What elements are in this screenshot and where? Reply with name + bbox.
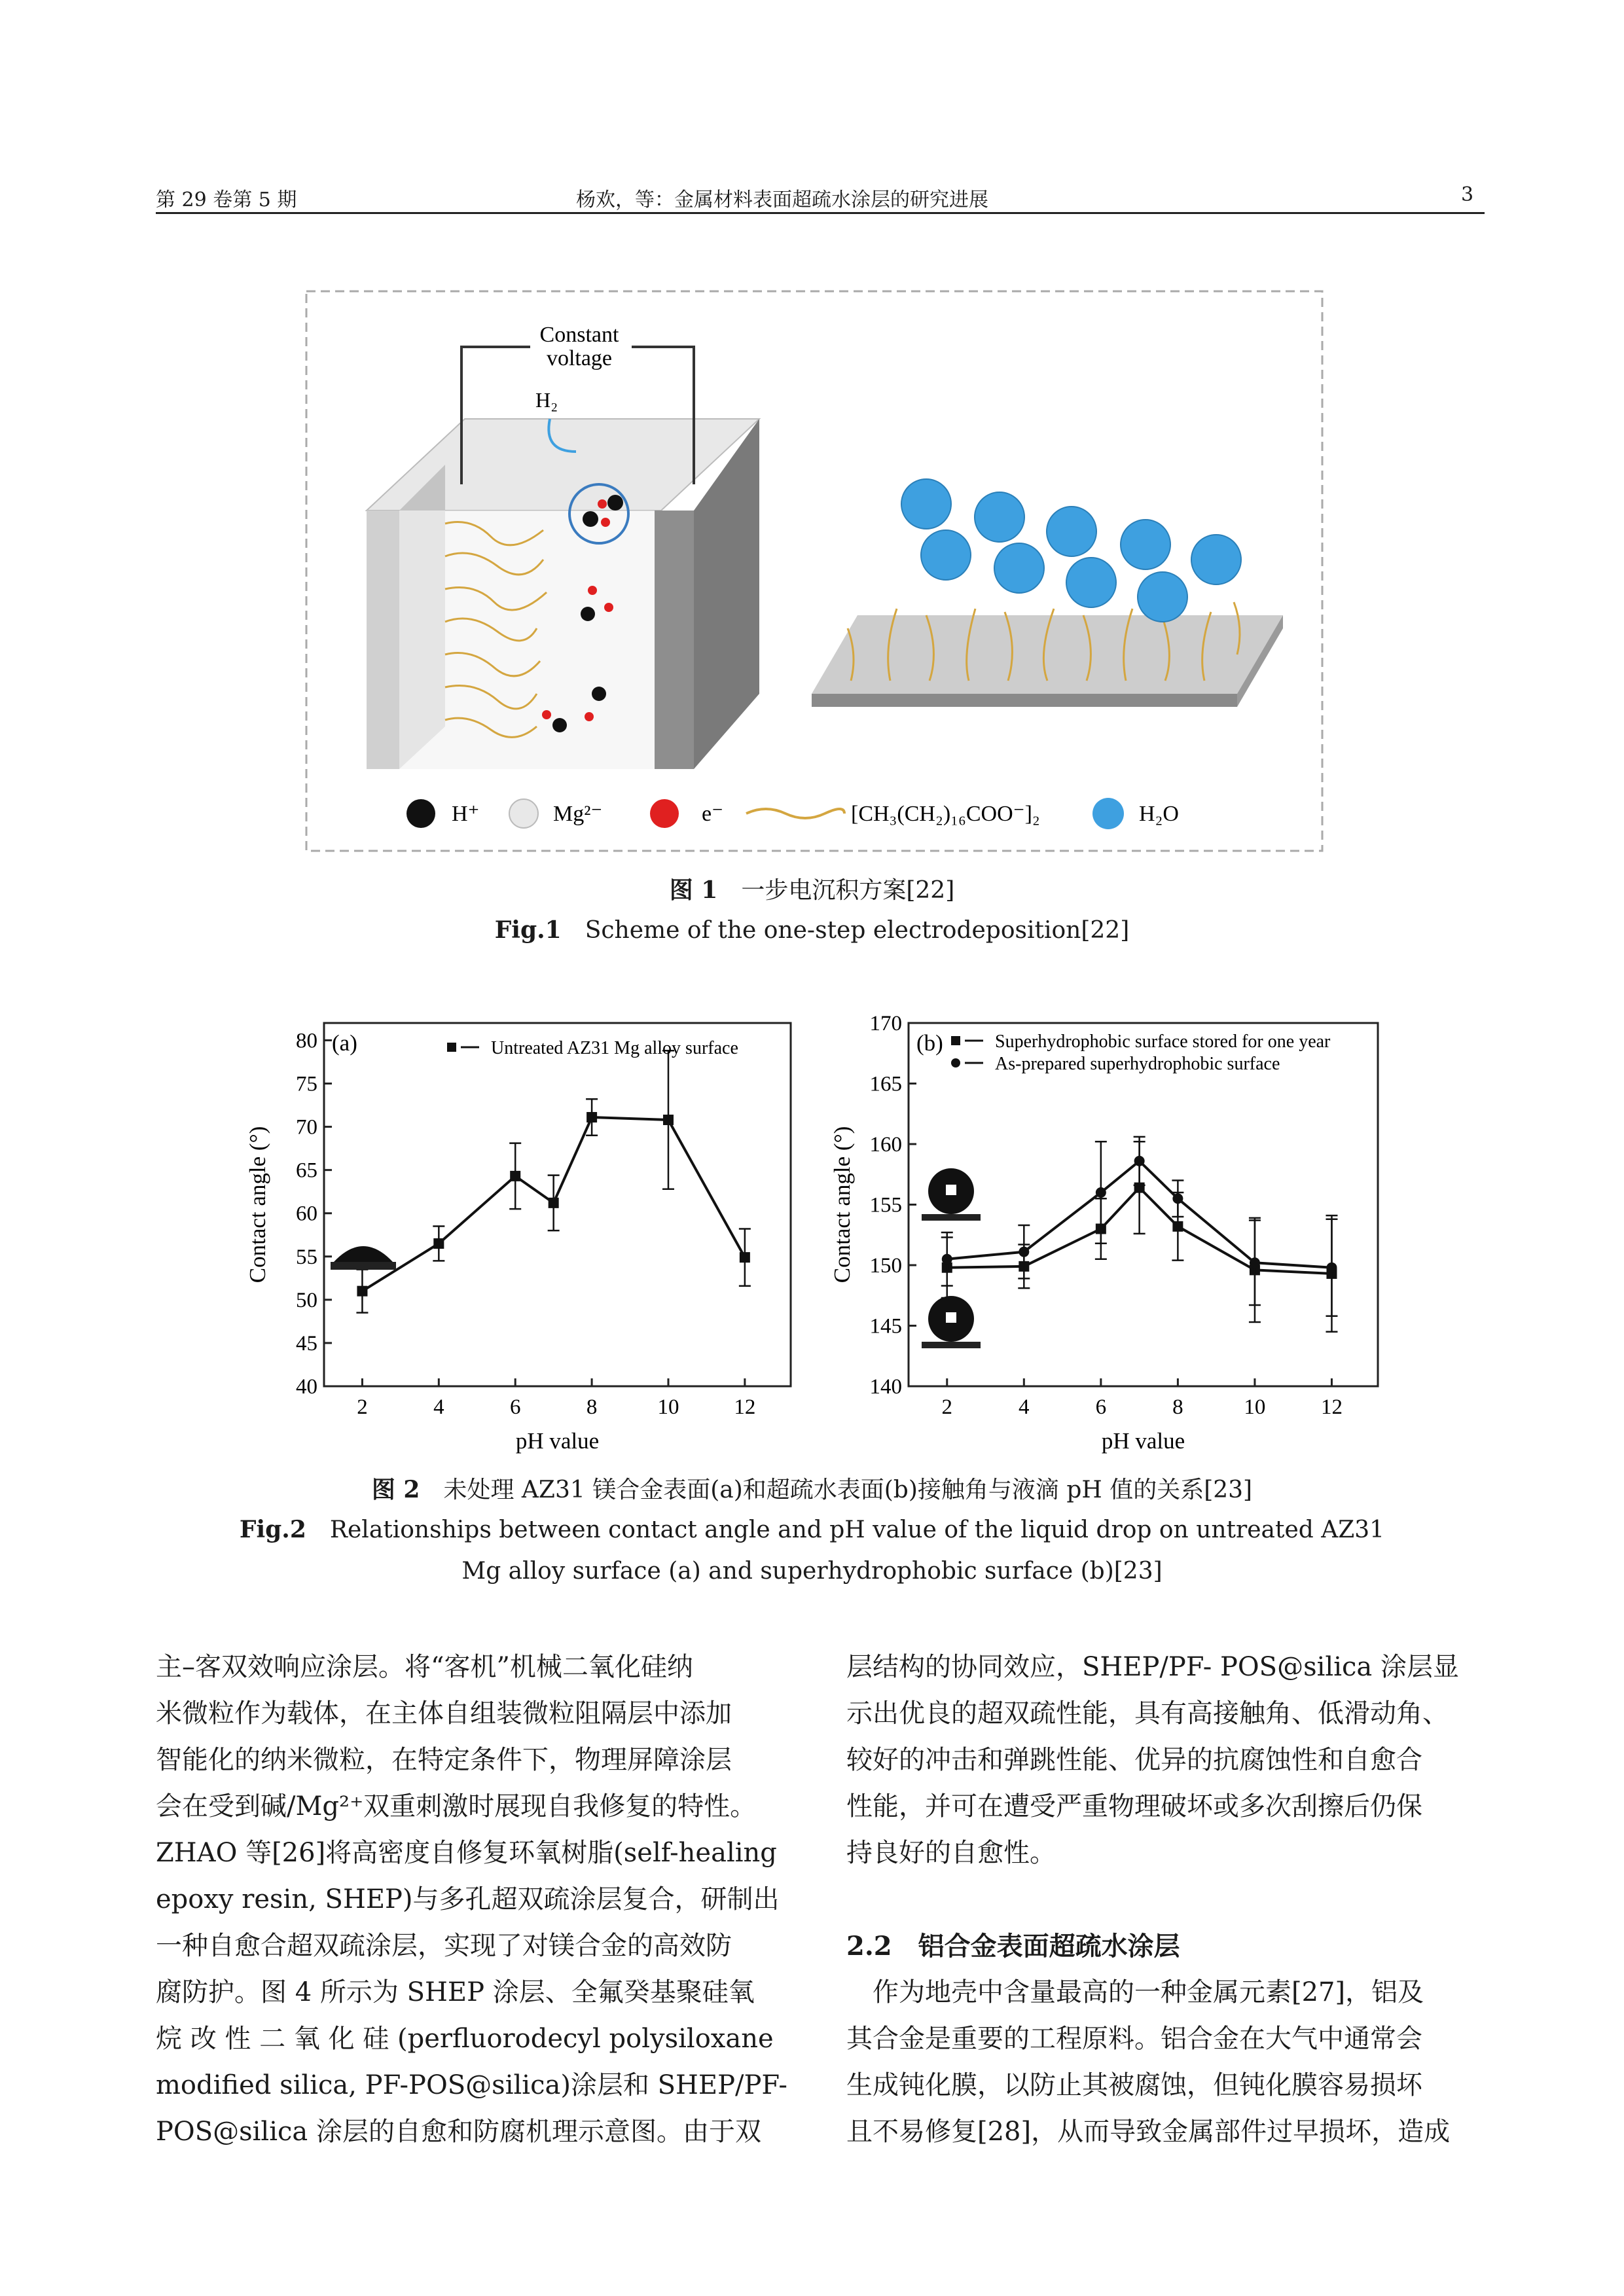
- legend-chain: [CH₃(CH₂)₁₆COO⁻]₂: [851, 802, 1040, 826]
- running-title: 杨欢，等：金属材料表面超疏水涂层的研究进展: [576, 188, 988, 211]
- body-left-column: [156, 1644, 787, 2155]
- x-tick-label: 8: [586, 1395, 598, 1419]
- voltage-label: voltage: [546, 346, 613, 370]
- x-tick-label: 4: [1019, 1395, 1030, 1419]
- x-tick-label: 8: [1172, 1395, 1183, 1419]
- data-point: [942, 1254, 952, 1265]
- y-tick-label: 155: [869, 1193, 902, 1217]
- figure2-caption-en-label: Fig.2: [239, 1516, 306, 1543]
- legend-text: As-prepared superhydrophobic surface: [995, 1054, 1280, 1074]
- body-line: 腐防护。图 4 所示为 SHEP 涂层、全氟癸基聚硅氧: [156, 1977, 755, 2007]
- blank-line: [846, 1876, 1478, 1923]
- body-line: ZHAO 等[26]将高密度自修复环氧树脂(self-healing: [156, 1838, 777, 1868]
- y-tick-label: 60: [296, 1202, 317, 1226]
- x-axis-label: pH value: [515, 1428, 600, 1454]
- x-tick-label: 6: [509, 1395, 521, 1419]
- section-heading: 2.2 铝合金表面超疏水涂层: [846, 1931, 1180, 1962]
- y-tick-label: 70: [296, 1115, 317, 1139]
- legend-marker: [951, 1036, 960, 1045]
- y-tick-label: 50: [296, 1288, 317, 1312]
- legend-text: Superhydrophobic surface stored for one year: [995, 1031, 1331, 1052]
- legend-mg: Mg²⁻: [553, 802, 603, 826]
- body-line: 作为地壳中含量最高的一种金属元素[27]，铝及: [846, 1977, 1424, 2007]
- data-point: [1019, 1247, 1029, 1257]
- x-tick-label: 4: [433, 1395, 444, 1419]
- body-line: modified silica, PF-POS@silica)涂层和 SHEP/PF-: [156, 2070, 787, 2100]
- panel-label: (b): [916, 1030, 943, 1056]
- data-point: [1096, 1187, 1106, 1198]
- y-tick-label: 65: [296, 1158, 317, 1183]
- x-axis-label: pH value: [1101, 1428, 1185, 1454]
- data-point: [1250, 1257, 1260, 1268]
- chart-panel-b: [829, 1012, 1378, 1454]
- legend-hplus: H⁺: [452, 802, 480, 826]
- body-line: 其合金是重要的工程原料。铝合金在大气中通常会: [846, 2024, 1422, 2054]
- h2-label: H₂: [535, 388, 558, 412]
- body-line: 层结构的协同效应，SHEP/PF- POS@silica 涂层显: [846, 1652, 1459, 1682]
- droplet-inset-a: [331, 1246, 396, 1270]
- x-tick-label: 10: [1244, 1395, 1266, 1419]
- data-point: [1172, 1193, 1183, 1204]
- body-line: epoxy resin, SHEP)与多孔超双疏涂层复合，研制出: [156, 1884, 780, 1914]
- y-tick-label: 160: [869, 1133, 902, 1157]
- y-tick-label: 170: [869, 1012, 902, 1035]
- x-tick-label: 12: [734, 1395, 756, 1419]
- x-tick-label: 12: [1320, 1395, 1343, 1419]
- page-number: 3: [1461, 183, 1474, 206]
- legend-water: H₂O: [1139, 802, 1179, 826]
- body-line: 较好的冲击和弹跳性能、优异的抗腐蚀性和自愈合: [846, 1745, 1422, 1775]
- y-tick-label: 55: [296, 1245, 317, 1269]
- body-line: 持良好的自愈性。: [846, 1838, 1056, 1868]
- data-point: [1134, 1156, 1145, 1166]
- y-tick-label: 75: [296, 1072, 317, 1096]
- y-tick-label: 165: [869, 1072, 902, 1096]
- droplet-inset-b2: [922, 1296, 981, 1348]
- y-tick-label: 80: [296, 1029, 317, 1053]
- data-point: [433, 1238, 444, 1249]
- figure2-caption-en-text-1: Relationships between contact angle and pH value of the liquid drop on untreated AZ31: [329, 1516, 1385, 1543]
- y-tick-label: 145: [869, 1314, 902, 1338]
- data-point: [510, 1171, 520, 1181]
- figure1-caption-en-label: Fig.1: [494, 916, 562, 944]
- body-line: POS@silica 涂层的自愈和防腐机理示意图。由于双: [156, 2117, 761, 2147]
- x-tick-label: 2: [941, 1395, 953, 1419]
- body-line: 烷 改 性 二 氧 化 硅 (perfluorodecyl polysiloxane: [156, 2024, 774, 2054]
- body-right-column: [846, 1644, 1478, 2155]
- y-axis-label: Contact angle (°): [245, 1126, 270, 1283]
- body-line: 生成钝化膜，以防止其被腐蚀，但钝化膜容易损坏: [846, 2070, 1422, 2100]
- journal-issue: 第 29 卷第 5 期: [156, 188, 297, 211]
- data-point: [1326, 1263, 1337, 1273]
- body-line: 示出优良的超双疏性能，具有高接触角、低滑动角、: [846, 1698, 1449, 1729]
- legend-marker: [447, 1043, 456, 1052]
- body-line: 性能，并可在遭受严重物理破坏或多次刮擦后仍保: [846, 1791, 1422, 1821]
- droplet-inset-b1: [922, 1168, 981, 1221]
- data-point: [549, 1198, 559, 1208]
- x-tick-label: 6: [1095, 1395, 1107, 1419]
- data-point: [357, 1286, 367, 1297]
- legend-electron: e⁻: [702, 802, 724, 826]
- y-axis-label: Contact angle (°): [829, 1126, 855, 1283]
- constant-label: Constant: [539, 323, 619, 347]
- figure2-caption-en-1: [0, 1516, 1624, 1543]
- y-tick-label: 40: [296, 1375, 317, 1399]
- body-line: 会在受到碱/Mg²⁺双重刺激时展现自我修复的特性。: [156, 1791, 757, 1821]
- body-line: 且不易修复[28]，从而导致金属部件过早损坏，造成: [846, 2117, 1451, 2147]
- figure2-caption-cn-label: 图 2: [371, 1476, 420, 1503]
- legend-marker: [951, 1058, 960, 1067]
- data-point: [586, 1112, 597, 1122]
- panel-label: (a): [332, 1030, 357, 1056]
- y-tick-label: 45: [296, 1331, 317, 1355]
- figure1-caption-cn-text: 一步电沉积方案[22]: [741, 877, 955, 904]
- x-tick-label: 2: [357, 1395, 368, 1419]
- figure1-caption-cn-label: 图 1: [669, 876, 718, 904]
- body-line: 米微粒作为载体，在主体自组装微粒阻隔层中添加: [156, 1698, 732, 1729]
- figure2-caption-cn: [0, 1471, 1624, 1505]
- plot-frame: [909, 1023, 1378, 1386]
- data-point: [663, 1115, 674, 1125]
- figure2-caption-en-2: Mg alloy surface (a) and superhydrophobic surface (b)[23]: [461, 1558, 1163, 1585]
- y-tick-label: 150: [869, 1254, 902, 1278]
- body-line: 智能化的纳米微粒，在特定条件下，物理屏障涂层: [156, 1745, 732, 1775]
- data-point: [740, 1252, 750, 1263]
- body-line: 主–客双效响应涂层。将“客机”机械二氧化硅纳: [156, 1652, 693, 1682]
- body-line: 一种自愈合超双疏涂层，实现了对镁合金的高效防: [156, 1931, 732, 1961]
- figure2-caption-cn-text: 未处理 AZ31 镁合金表面(a)和超疏水表面(b)接触角与液滴 pH 值的关系[23]: [443, 1477, 1253, 1503]
- data-point: [1172, 1221, 1183, 1232]
- legend-text: Untreated AZ31 Mg alloy surface: [491, 1038, 738, 1058]
- figure1-caption-en-text: Scheme of the one-step electrodeposition[22]: [585, 917, 1130, 944]
- x-tick-label: 10: [657, 1395, 679, 1419]
- y-tick-label: 140: [869, 1375, 902, 1399]
- chart-panel-a: [245, 1023, 791, 1454]
